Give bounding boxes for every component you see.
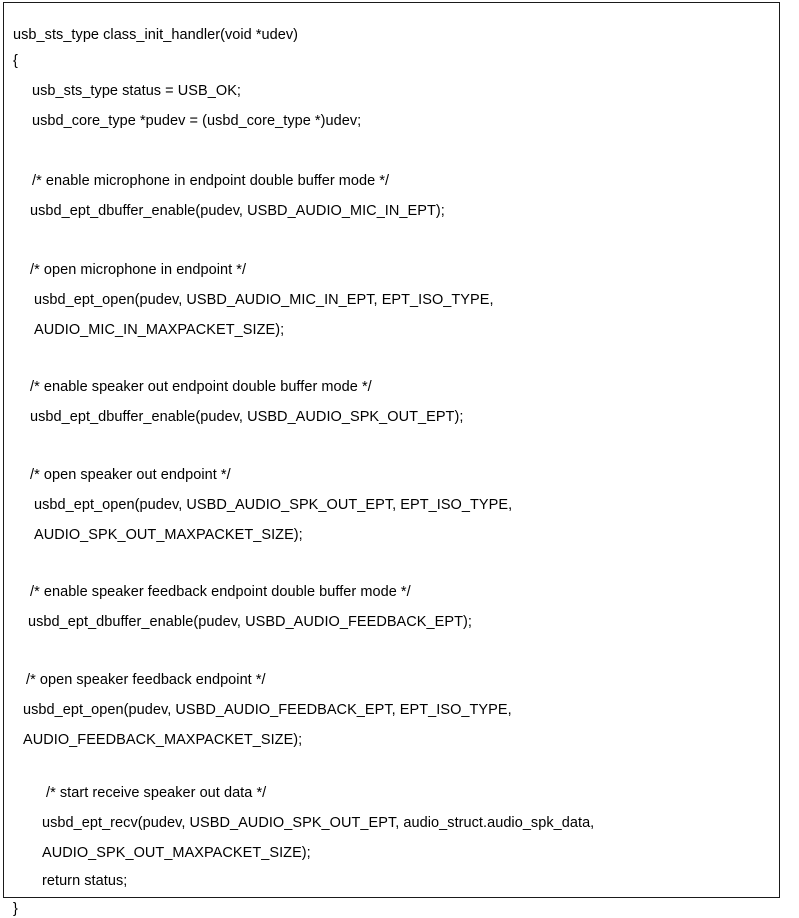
code-line: return status;	[42, 873, 128, 889]
code-line: {	[13, 53, 18, 69]
code-line: usb_sts_type class_init_handler(void *udev)	[13, 27, 299, 43]
code-line: }	[13, 901, 18, 917]
code-line: usbd_ept_dbuffer_enable(pudev, USBD_AUDIO_SPK_OUT_EPT);	[30, 409, 464, 425]
code-line: /* open speaker feedback endpoint */	[26, 672, 266, 688]
code-figure-panel	[3, 2, 780, 917]
code-line: usbd_ept_dbuffer_enable(pudev, USBD_AUDIO_MIC_IN_EPT);	[30, 203, 445, 219]
code-line: /* enable microphone in endpoint double buffer mode */	[32, 173, 390, 189]
code-line: usbd_ept_dbuffer_enable(pudev, USBD_AUDIO_FEEDBACK_EPT);	[28, 614, 472, 630]
code-line: usbd_ept_open(pudev, USBD_AUDIO_SPK_OUT_EPT, EPT_ISO_TYPE,	[34, 497, 513, 513]
code-line: AUDIO_FEEDBACK_MAXPACKET_SIZE);	[23, 732, 303, 748]
code-line: /* enable speaker feedback endpoint double buffer mode */	[30, 584, 411, 600]
code-line: AUDIO_SPK_OUT_MAXPACKET_SIZE);	[34, 527, 303, 543]
code-line: AUDIO_MIC_IN_MAXPACKET_SIZE);	[34, 322, 285, 338]
code-listing	[4, 16, 779, 917]
code-line: /* enable speaker out endpoint double buffer mode */	[30, 379, 372, 395]
code-line: usbd_ept_open(pudev, USBD_AUDIO_FEEDBACK_EPT, EPT_ISO_TYPE,	[23, 702, 512, 718]
code-line: usbd_ept_open(pudev, USBD_AUDIO_MIC_IN_EPT, EPT_ISO_TYPE,	[34, 292, 494, 308]
code-line: /* start receive speaker out data */	[46, 785, 267, 801]
code-line: /* open speaker out endpoint */	[30, 467, 231, 483]
code-line: usb_sts_type status = USB_OK;	[32, 83, 241, 99]
code-line: /* open microphone in endpoint */	[30, 262, 247, 278]
code-line: AUDIO_SPK_OUT_MAXPACKET_SIZE);	[42, 845, 311, 861]
code-line: usbd_ept_recv(pudev, USBD_AUDIO_SPK_OUT_EPT, audio_struct.audio_spk_data,	[42, 815, 595, 831]
code-line: usbd_core_type *pudev = (usbd_core_type *)udev;	[32, 113, 362, 129]
